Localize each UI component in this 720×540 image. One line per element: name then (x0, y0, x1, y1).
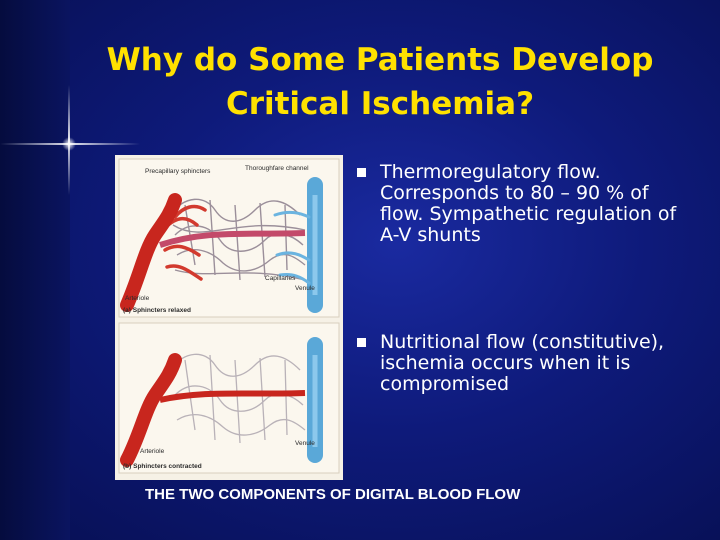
square-bullet-icon (357, 168, 366, 177)
slide-title (80, 38, 680, 126)
square-bullet-icon (357, 338, 366, 347)
label-panel-b: (b) Sphincters contracted (123, 463, 202, 470)
light-flare-center (62, 137, 76, 151)
slide-title-line-1: Why do Some Patients Develop (106, 42, 654, 78)
figure-caption: THE TWO COMPONENTS OF DIGITAL BLOOD FLOW (145, 486, 521, 503)
label-venule-b: Venule (295, 440, 315, 447)
label-arteriole-a: Arteriole (125, 295, 150, 302)
capillary-bed-figure (115, 155, 343, 480)
label-venule-a: Venule (295, 285, 315, 292)
label-capillaries: Capillaries (265, 275, 296, 282)
label-thoroughfare-channel: Thoroughfare channel (245, 165, 309, 172)
left-band (0, 0, 70, 540)
capillary-diagram (115, 155, 343, 480)
label-arteriole-b: Arteriole (140, 448, 165, 455)
label-panel-a: (a) Sphincters relaxed (123, 307, 191, 314)
slide-title-line-2: Critical Ischemia? (225, 86, 535, 122)
bullet-text: Thermoregulatory flow. Corresponds to 80 – 90 % of flow. Sympathetic regulation of A-V shunts (380, 161, 677, 246)
bullet-text: Nutritional flow (constitutive), ischemia occurs when it is compromised (380, 331, 665, 395)
label-precapillary-sphincters: Precapillary sphincters (145, 168, 211, 175)
